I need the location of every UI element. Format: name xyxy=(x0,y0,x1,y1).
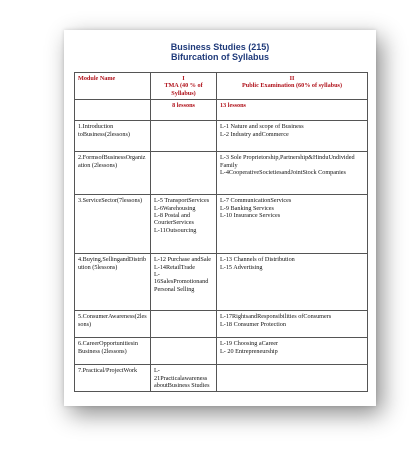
lesson-item: L-12 Purchase andSale xyxy=(154,256,212,264)
title-line-2: Bifurcation of Syllabus xyxy=(170,52,269,62)
lesson-item: L-1 Nature and scope of Business xyxy=(220,123,304,131)
lesson-item: L- 20 Entrepreneurship xyxy=(220,347,278,355)
header-exam-number: II xyxy=(289,75,295,82)
syllabus-table xyxy=(74,72,368,392)
exam-lessons-cell xyxy=(217,311,368,338)
tma-lessons-cell xyxy=(151,152,217,195)
lesson-item: L-19 Choosing aCareer xyxy=(220,340,279,348)
syllabus-rows xyxy=(75,121,368,392)
tma-lessons-cell xyxy=(151,365,217,392)
table-row xyxy=(75,254,368,311)
table-row xyxy=(75,311,368,338)
lesson-item: L-18 Consumer Protection xyxy=(220,320,286,328)
tma-lessons-cell xyxy=(151,338,217,365)
lesson-item: L-14RetailTrade xyxy=(154,263,196,271)
header-row xyxy=(75,73,368,100)
table-row xyxy=(75,338,368,365)
lesson-item: L-5 TransportServices xyxy=(154,197,210,205)
module-name-cell: 2.FormsofBusinessOrganization (2lessons) xyxy=(75,152,151,195)
module-name-cell: 5.ConsumerAwareness(2lessons) xyxy=(75,311,151,338)
tma-lessons-cell xyxy=(151,311,217,338)
module-name-cell: 4.Buying,SellingandDistribution (5lessons) xyxy=(75,254,151,311)
document-page xyxy=(64,30,376,406)
lesson-item: L-6Warehousing xyxy=(154,204,196,212)
exam-lessons-cell xyxy=(217,254,368,311)
tma-lessons-cell xyxy=(151,195,217,254)
table-row xyxy=(75,121,368,152)
lesson-item: L-8 Postal and CourierServices xyxy=(154,212,194,227)
lesson-item: L-16SalesPromotionand Personal Selling xyxy=(154,271,209,293)
header-tma xyxy=(151,73,217,100)
module-name-cell: 6.CareerOpportunitiesin Business (2lessons) xyxy=(75,338,151,365)
lesson-item: L-7 CommunicationServices xyxy=(220,197,292,205)
module-name-cell: 3.ServiceSector(7lessons) xyxy=(75,195,151,254)
lesson-item: L-10 Insurance Services xyxy=(220,212,281,220)
table-row xyxy=(75,195,368,254)
table-row xyxy=(75,152,368,195)
header-tma-title: TMA (40 % of Syllabus) xyxy=(164,82,203,97)
tma-lessons-count: 8 lessons xyxy=(151,100,217,121)
exam-lessons-cell xyxy=(217,152,368,195)
title-line-1: Business Studies (215) xyxy=(170,42,270,52)
document-title xyxy=(64,42,376,62)
lesson-item: L-15 Advertising xyxy=(220,263,263,271)
exam-lessons-cell xyxy=(217,365,368,392)
lesson-item: L-2 Industry andCommerce xyxy=(220,130,289,138)
tma-lessons-cell xyxy=(151,121,217,152)
exam-lessons-cell xyxy=(217,121,368,152)
tma-lessons-cell xyxy=(151,254,217,311)
module-name-cell: 1.Introduction toBusiness(2lessons) xyxy=(75,121,151,152)
lessons-count-row xyxy=(75,100,368,121)
lesson-item: L-21Practicalawareness aboutBusiness Studies xyxy=(154,367,210,390)
header-public-exam xyxy=(217,73,368,100)
lessons-count-blank xyxy=(75,100,151,121)
header-module-name: Module Name xyxy=(75,73,151,100)
exam-lessons-count: 13 lessons xyxy=(217,100,368,121)
lesson-item: L-11Outsourcing xyxy=(154,226,197,234)
lesson-item: L-17RightsandResponsibilities ofConsumers xyxy=(220,313,332,321)
exam-lessons-cell xyxy=(217,338,368,365)
header-exam-title: Public Examination (60% of syllabus) xyxy=(241,82,343,90)
header-tma-number: I xyxy=(182,75,185,82)
exam-lessons-cell xyxy=(217,195,368,254)
table-row xyxy=(75,365,368,392)
module-name-cell: 7.Practical/ProjectWork xyxy=(75,365,151,392)
lesson-item: L-13 Channels of Distribution xyxy=(220,256,295,264)
lesson-item: L-9 Banking Services xyxy=(220,204,274,212)
lesson-item: L-4CooperativeSocietiesandJointStock Companies xyxy=(220,169,346,177)
lesson-item: L-3 Sole Proprietorship,Partnership&HinduUndivided Family xyxy=(220,154,355,169)
